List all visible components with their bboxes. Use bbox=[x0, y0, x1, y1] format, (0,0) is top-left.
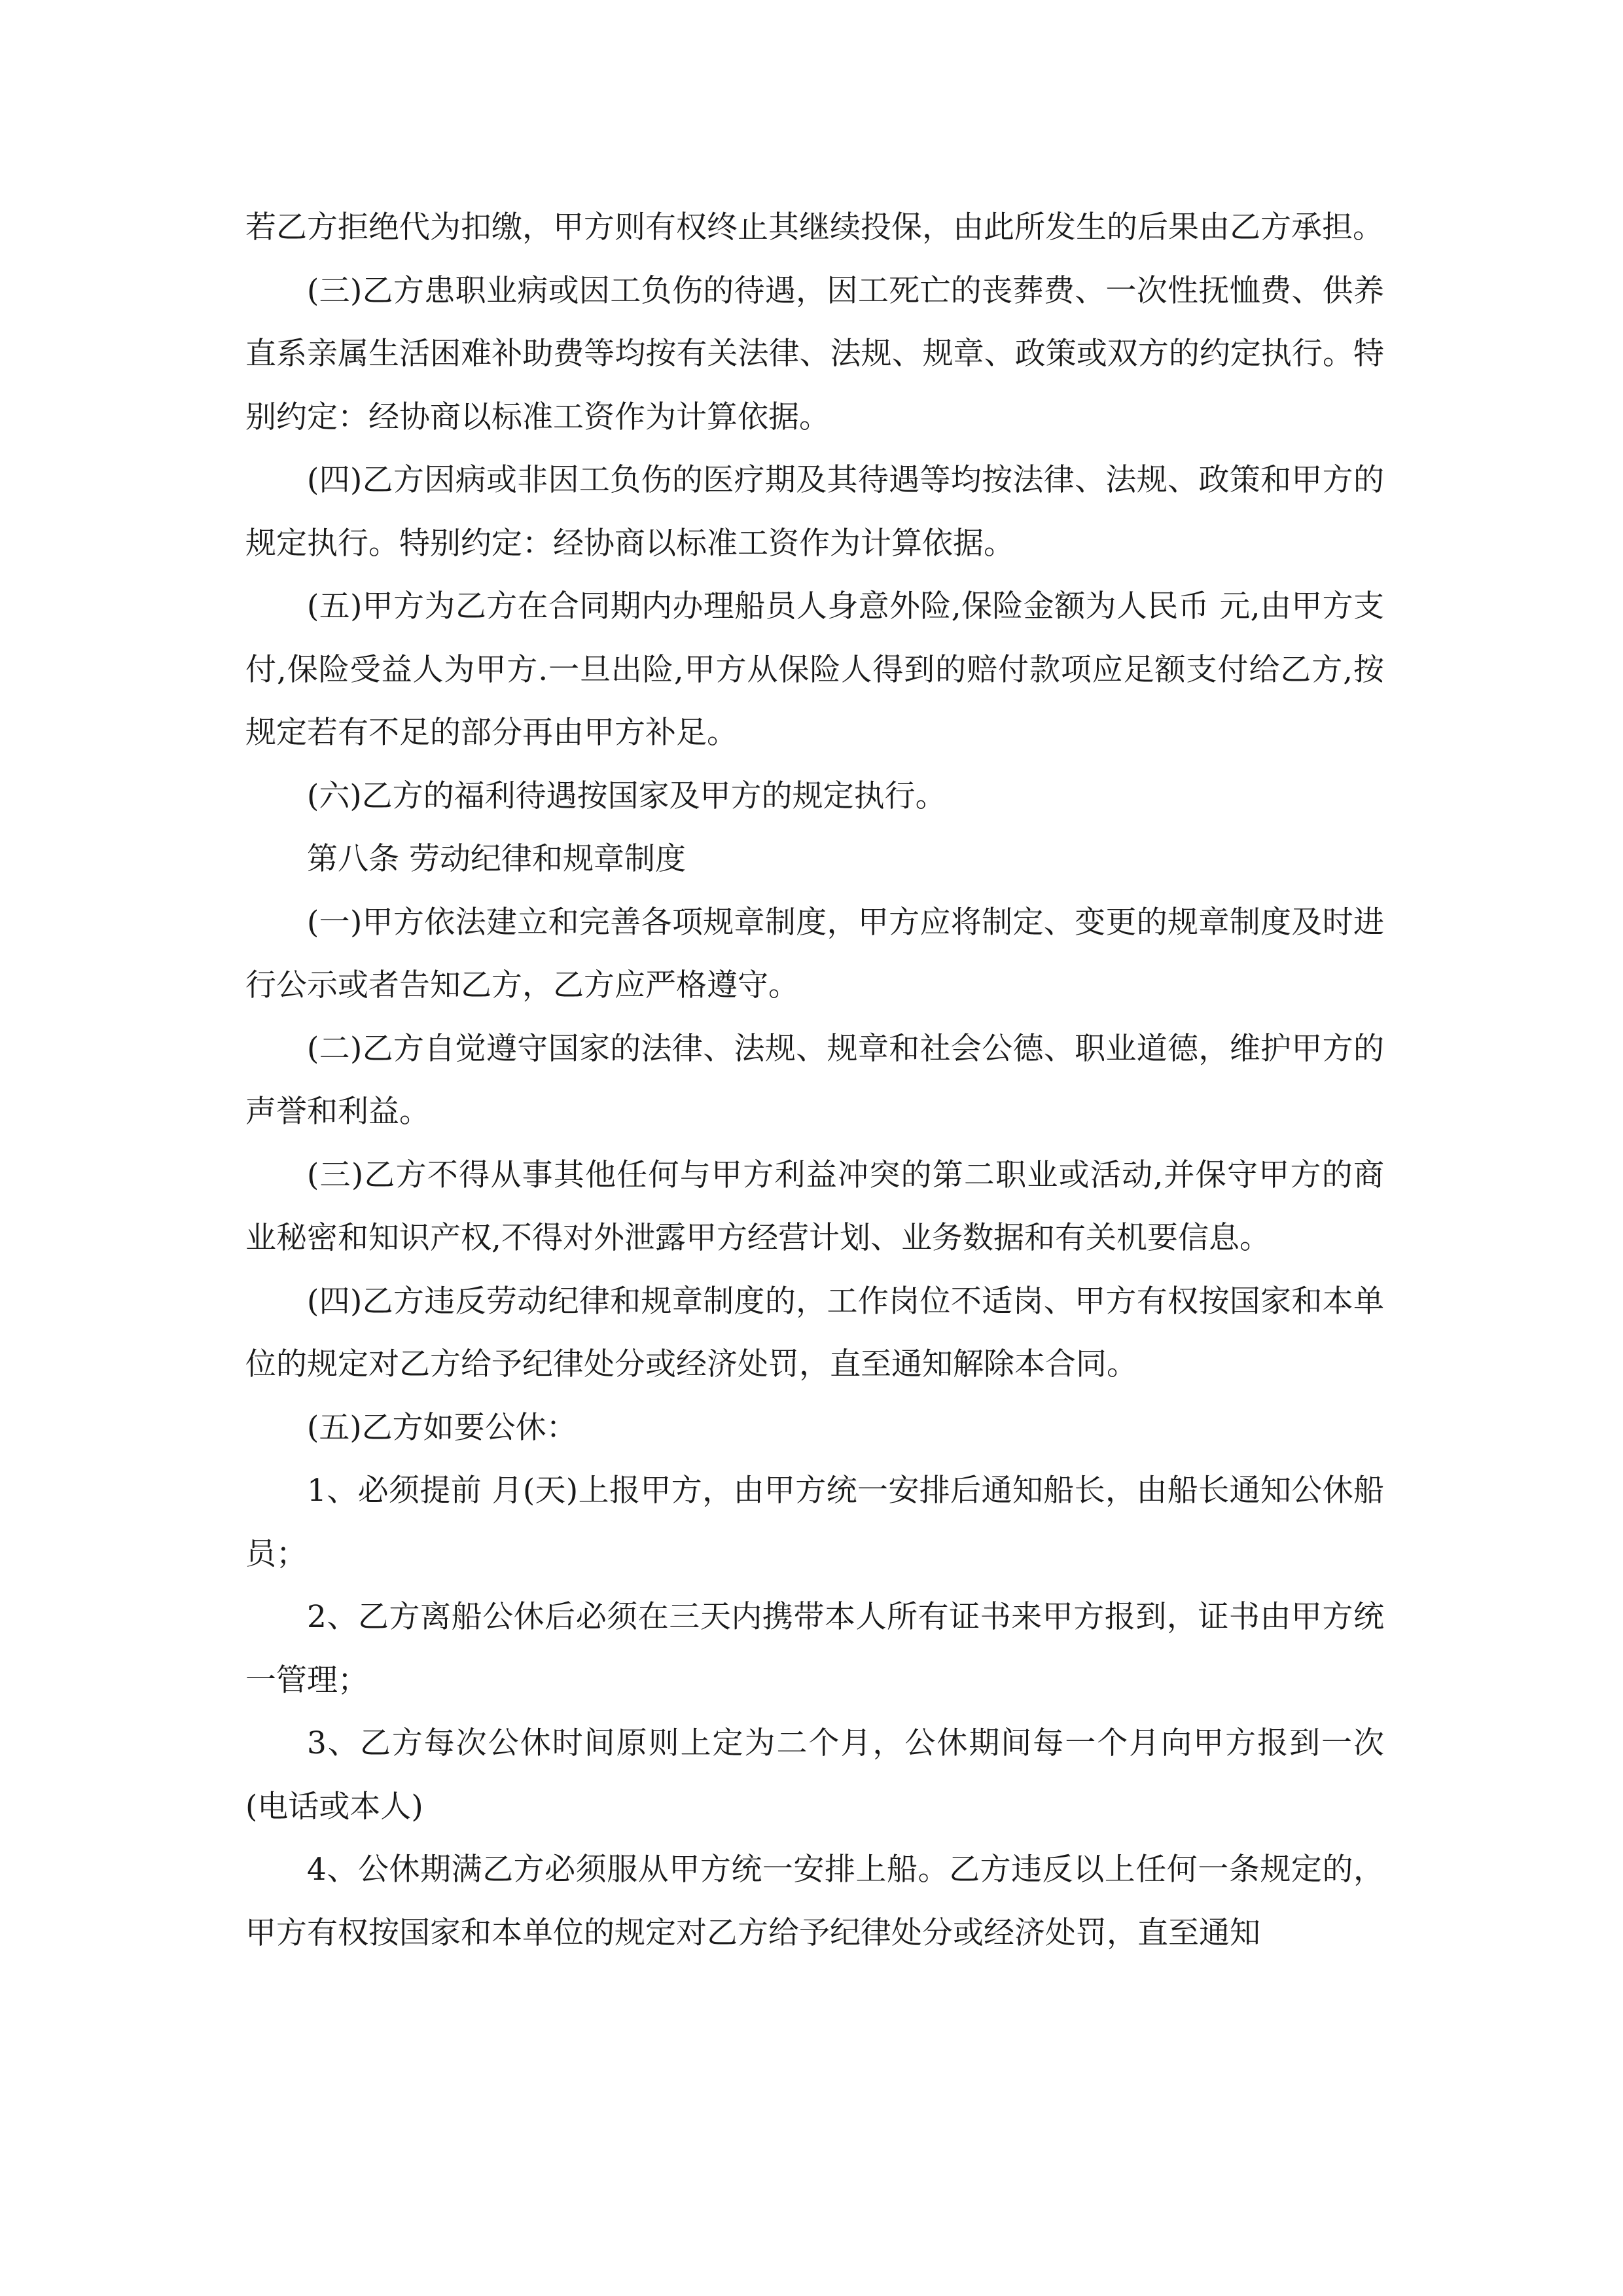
paragraph-sick-leave: (四)乙方因病或非因工负伤的医疗期及其待遇等均按法律、法规、政策和甲方的规定执行。特别约定：经协商以标准工资作为计算依据。 bbox=[245, 462, 1384, 562]
list-item-leave-2: 2、乙方离船公休后必须在三天内携带本人所有证书来甲方报到，证书由甲方统一管理； bbox=[245, 1599, 1384, 1698]
paragraph-rules-establishment: (一)甲方依法建立和完善各项规章制度，甲方应将制定、变更的规章制度及时进行公示或者告知乙方，乙方应严格遵守。 bbox=[245, 904, 1384, 1003]
list-item-leave-3: 3、乙方每次公休时间原则上定为二个月，公休期间每一个月向甲方报到一次(电话或本人) bbox=[245, 1725, 1384, 1825]
paragraph-accident-insurance: (五)甲方为乙方在合同期内办理船员人身意外险,保险金额为人民币 元,由甲方支付,保险受益人为甲方.一旦出险,甲方从保险人得到的赔付款项应足额支付给乙方,按规定若有不足的部分再由甲方补足。 bbox=[245, 588, 1384, 751]
paragraph-law-compliance: (二)乙方自觉遵守国家的法律、法规、规章和社会公德、职业道德，维护甲方的声誉和利益。 bbox=[245, 1030, 1384, 1130]
paragraph-insurance-refusal: 若乙方拒绝代为扣缴，甲方则有权终止其继续投保，由此所发生的后果由乙方承担。 bbox=[245, 209, 1383, 245]
list-item-leave-1: 1、必须提前 月(天)上报甲方，由甲方统一安排后通知船长，由船长通知公休船员； bbox=[245, 1473, 1384, 1572]
paragraph-discipline-violation: (四)乙方违反劳动纪律和规章制度的，工作岗位不适岗、甲方有权按国家和本单位的规定对乙方给予纪律处分或经济处罚，直至通知解除本合同。 bbox=[245, 1283, 1384, 1382]
paragraph-leave-heading: (五)乙方如要公休： bbox=[307, 1409, 577, 1446]
list-item-leave-4: 4、公休期满乙方必须服从甲方统一安排上船。乙方违反以上任何一条规定的，甲方有权按国家和本单位的规定对乙方给予纪律处分或经济处罚，直至通知 bbox=[245, 1852, 1384, 1951]
article-8-heading: 第八条 劳动纪律和规章制度 bbox=[307, 841, 686, 877]
paragraph-confidentiality: (三)乙方不得从事其他任何与甲方利益冲突的第二职业或活动,并保守甲方的商业秘密和知识产权,不得对外泄露甲方经营计划、业务数据和有关机要信息。 bbox=[245, 1157, 1384, 1256]
paragraph-occupational-injury: (三)乙方患职业病或因工负伤的待遇，因工死亡的丧葬费、一次性抚恤费、供养直系亲属生活困难补助费等均按有关法律、法规、规章、政策或双方的约定执行。特别约定：经协商以标准工资作为计算依据。 bbox=[245, 272, 1384, 435]
document-body bbox=[245, 196, 1384, 1965]
paragraph-welfare: (六)乙方的福利待遇按国家及甲方的规定执行。 bbox=[307, 778, 946, 814]
